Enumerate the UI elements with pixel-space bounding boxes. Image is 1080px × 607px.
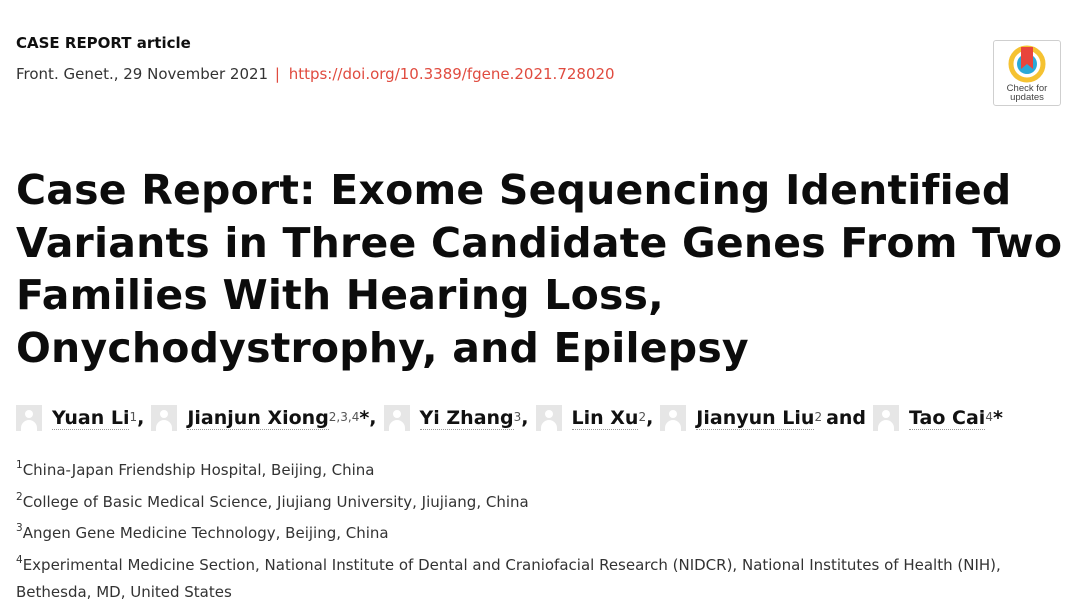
affiliation-text: Experimental Medicine Section, National Institute of Dental and Craniofacial Research (NIDCR), National Institutes of Health (NIH), Bethesda, MD, United States xyxy=(16,555,1001,601)
corresponding-star: * xyxy=(992,407,1003,429)
affiliation-number: 4 xyxy=(16,553,23,566)
author-name[interactable]: Jianjun Xiong xyxy=(187,406,329,429)
author-item[interactable] xyxy=(536,405,661,431)
author-affiliation-sup: 2,3,4 xyxy=(328,410,360,424)
author-name[interactable]: Yi Zhang xyxy=(419,406,514,429)
affiliation-item xyxy=(16,485,1066,517)
author-item[interactable] xyxy=(16,405,151,431)
affiliation-text: College of Basic Medical Science, Jiujiang University, Jiujiang, China xyxy=(22,492,529,511)
author-separator: , xyxy=(137,407,145,429)
avatar-icon xyxy=(873,405,899,431)
author-item[interactable] xyxy=(384,405,536,431)
author-name[interactable]: Yuan Li xyxy=(52,406,130,429)
author-name[interactable]: Lin Xu xyxy=(571,406,639,429)
article-title: Case Report: Exome Sequencing Identified Variants in Three Candidate Genes From Two Families With Hearing Loss, Onychodystrophy, and Epilepsy xyxy=(16,166,1063,372)
check-for-updates-label: Check for updates xyxy=(1006,83,1048,103)
doi-link[interactable]: https://doi.org/10.3389/fgene.2021.728020 xyxy=(288,65,615,83)
affiliation-number: 1 xyxy=(16,459,23,471)
author-conjunction: and xyxy=(826,407,867,429)
affiliation-item xyxy=(16,516,1066,548)
author-name[interactable]: Tao Cai xyxy=(909,406,986,429)
citation-separator: | xyxy=(274,65,280,83)
author-name[interactable]: Jianyun Liu xyxy=(696,406,815,429)
avatar-icon xyxy=(536,405,562,431)
author-affiliation-sup: 2 xyxy=(814,410,823,424)
author-affiliation-sup: 4 xyxy=(985,410,993,424)
author-affiliation-sup: 2 xyxy=(638,410,647,424)
author-separator: , xyxy=(369,407,377,429)
check-for-updates-icon xyxy=(1008,45,1046,83)
author-separator: , xyxy=(646,407,654,429)
check-for-updates-button[interactable] xyxy=(993,40,1061,106)
author-item[interactable] xyxy=(151,405,383,431)
author-affiliation-sup: 1 xyxy=(129,410,138,424)
article-type-label: CASE REPORT article xyxy=(16,34,191,52)
affiliation-item xyxy=(16,548,1066,607)
avatar-icon xyxy=(384,405,410,431)
affiliation-number: 2 xyxy=(16,490,23,503)
author-item[interactable] xyxy=(873,405,1003,431)
corresponding-star: * xyxy=(359,407,370,429)
affiliation-number: 3 xyxy=(16,522,23,534)
affiliation-text: China-Japan Friendship Hospital, Beijing, China xyxy=(22,461,375,479)
journal-date: Front. Genet., 29 November 2021 xyxy=(16,65,269,83)
avatar-icon xyxy=(151,405,177,431)
avatar-icon xyxy=(16,405,42,431)
author-affiliation-sup: 3 xyxy=(513,410,522,424)
avatar-icon xyxy=(660,405,686,431)
affiliation-item xyxy=(16,453,1066,485)
affiliation-text: Angen Gene Medicine Technology, Beijing, China xyxy=(22,524,389,542)
author-list xyxy=(16,405,1003,431)
citation-line xyxy=(16,65,615,83)
author-separator: , xyxy=(521,407,529,429)
author-item[interactable] xyxy=(660,405,822,431)
affiliation-list xyxy=(16,453,1066,607)
